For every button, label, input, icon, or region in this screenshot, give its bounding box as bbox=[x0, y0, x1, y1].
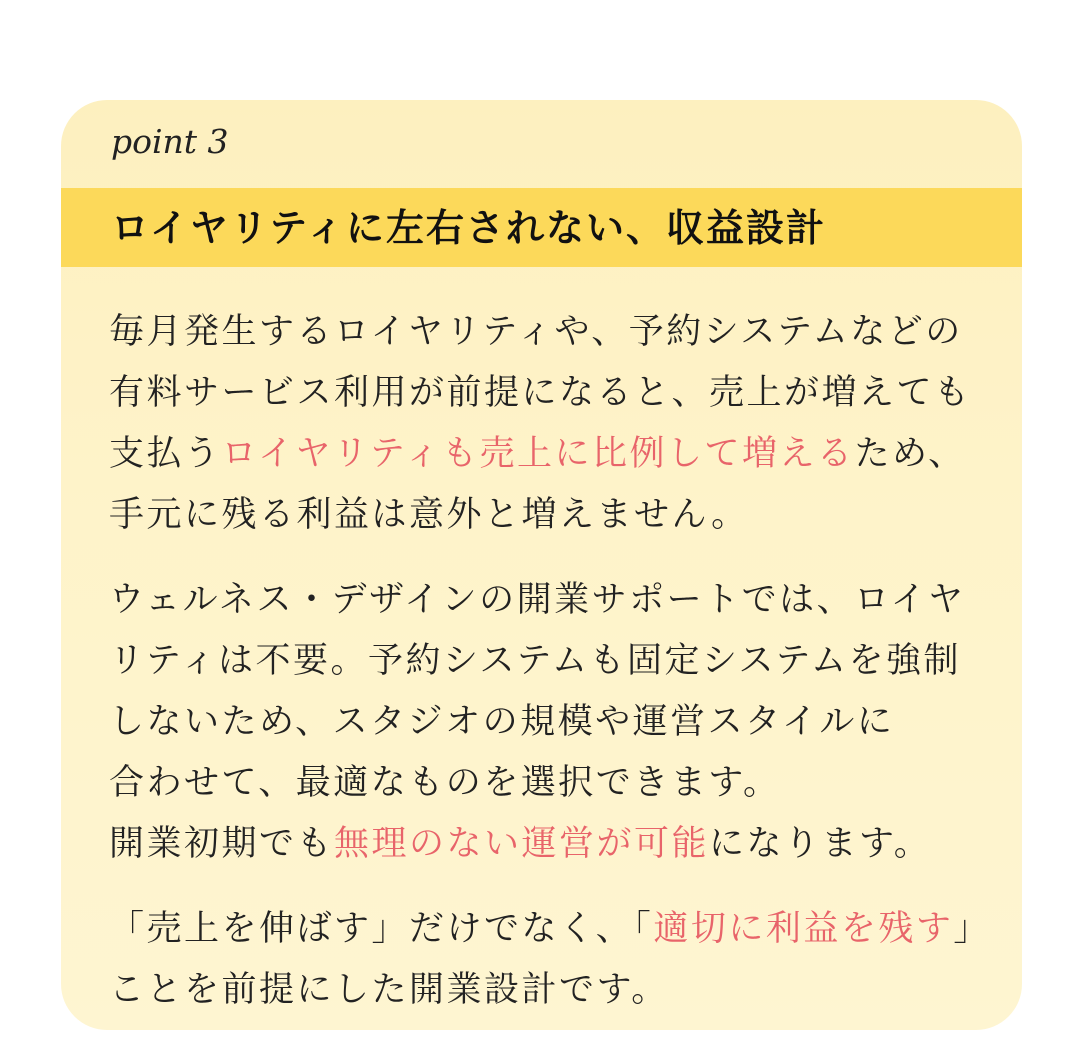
text-segment: 有料サービス利用が前提になると、売上が増えても bbox=[109, 373, 972, 413]
card-body bbox=[109, 302, 989, 1021]
text-segment: リティは不要。予約システムも固定システムを強制 bbox=[109, 641, 962, 681]
text-line bbox=[109, 960, 989, 1021]
text-line bbox=[109, 363, 989, 424]
text-segment: 合わせて、最適なものを選択できます。 bbox=[109, 763, 781, 803]
paragraph bbox=[109, 302, 989, 546]
text-line bbox=[109, 692, 989, 753]
text-segment: 手元に残る利益は意外と増えません。 bbox=[109, 495, 749, 535]
text-line bbox=[109, 899, 989, 960]
text-segment: しないため、スタジオの規模や運営スタイルに bbox=[109, 702, 895, 742]
point-label: point 3 bbox=[111, 122, 229, 161]
title-band bbox=[61, 188, 1022, 267]
text-segment: になります。 bbox=[709, 824, 932, 864]
text-segment: 開業初期でも bbox=[109, 824, 335, 864]
card-title: ロイヤリティに左右されない、収益設計 bbox=[111, 206, 827, 250]
text-segment: ことを前提にした開業設計です。 bbox=[109, 970, 669, 1010]
paragraph bbox=[109, 570, 989, 875]
highlight-text: 適切に利益を残す bbox=[653, 909, 954, 949]
text-segment: 支払う bbox=[109, 434, 222, 474]
highlight-text: 無理のない運営が可能 bbox=[334, 824, 710, 864]
text-line bbox=[109, 570, 989, 631]
text-segment: 「売上を伸ばす」だけでなく、「 bbox=[109, 909, 654, 949]
text-segment: 毎月発生するロイヤリティや、予約システムなどの bbox=[109, 312, 963, 352]
text-line bbox=[109, 302, 989, 363]
text-segment: 」 bbox=[953, 909, 991, 949]
text-line bbox=[109, 631, 989, 692]
text-segment: ため、 bbox=[854, 434, 966, 474]
text-line bbox=[109, 814, 989, 875]
paragraph bbox=[109, 899, 989, 1021]
text-line bbox=[109, 753, 989, 814]
text-line bbox=[109, 424, 989, 485]
text-line bbox=[109, 485, 989, 546]
highlight-text: ロイヤリティも売上に比例して増える bbox=[221, 434, 855, 474]
text-segment: ウェルネス・デザインの開業サポートでは、ロイヤ bbox=[109, 580, 966, 620]
point-card bbox=[61, 100, 1022, 1030]
